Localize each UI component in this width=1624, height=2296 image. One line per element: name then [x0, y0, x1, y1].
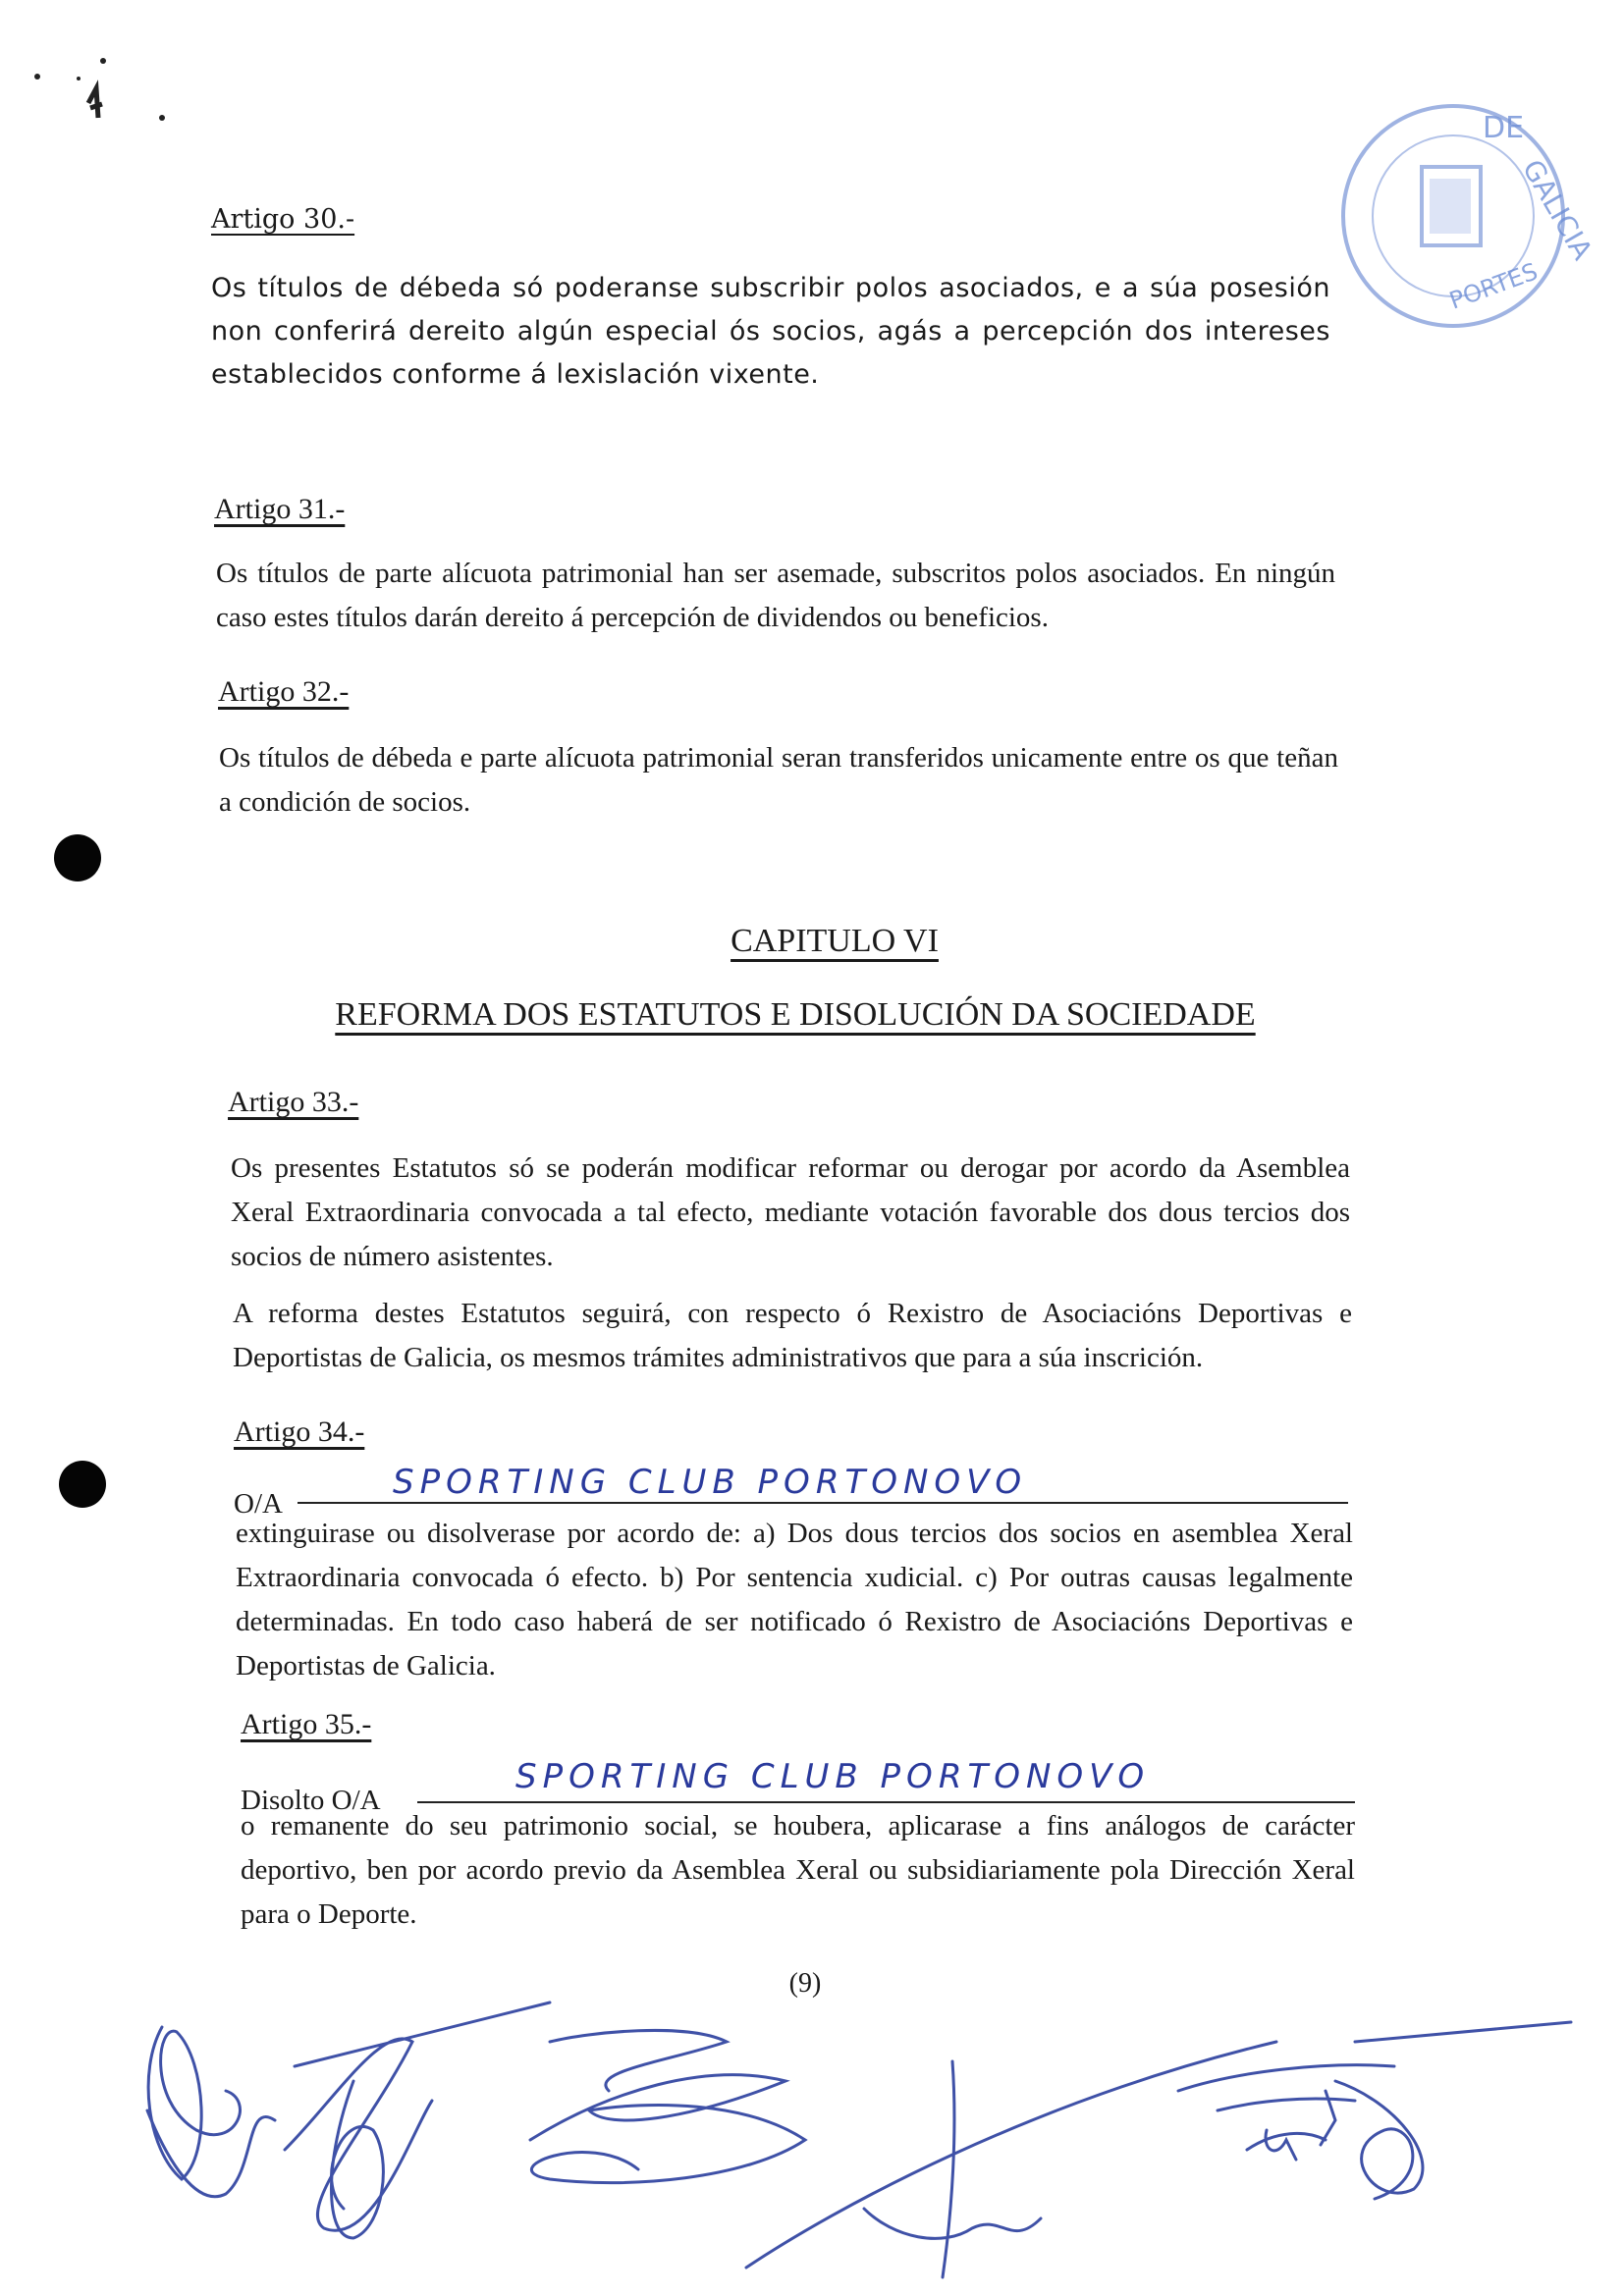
corner-specks: [20, 49, 157, 137]
article-30-heading: Artigo 30.-: [211, 204, 355, 235]
article-33-text-2: A reforma destes Estatutos seguirá, con respecto ó Rexistro de Asociacións Deportivas e Deportistas de Galicia, os mesmos trámites administrativos que para a súa inscrición.: [233, 1298, 1352, 1373]
svg-text:DE: DE: [1483, 111, 1525, 145]
article-33-heading: Artigo 33.-: [228, 1086, 359, 1118]
article-34-handwritten-name: SPORTING CLUB PORTONOVO: [393, 1463, 1028, 1502]
article-32-heading: Artigo 32.-: [218, 675, 350, 708]
article-35-text: o remanente do seu patrimonio social, se houbera, aplicarase a fins análogos de carácter deportivo, ben por acordo previo da Asemblea Xeral ou subsidiariamente pola Dirección Xeral para o Deporte.: [241, 1810, 1355, 1930]
article-34-prefix: O/A: [234, 1488, 283, 1520]
article-34-heading: Artigo 34.-: [234, 1415, 365, 1448]
article-33-text-1: Os presentes Estatutos só se poderán modificar reformar ou derogar por acordo da Asemblea Xeral Extraordinaria convocada a tal efecto, mediante votación favorable dos dous tercios dos socios de número asistentes.: [231, 1152, 1350, 1272]
punch-hole: [54, 834, 101, 881]
official-stamp: [1335, 98, 1599, 334]
svg-text:GALICIA: GALICIA: [1515, 154, 1599, 266]
svg-text:PORTES: PORTES: [1445, 257, 1542, 315]
article-30-text: Os títulos de débeda só poderanse subscribir polos asociados, e a súa posesión non conferirá dereito algún especial ós socios, agás a percepción dos intereses establecidos conforme á lexislación vixente.: [211, 273, 1330, 390]
article-35-handwritten-name: SPORTING CLUB PORTONOVO: [515, 1757, 1151, 1796]
article-34-text: extinguirase ou disolverase por acordo de: a) Dos dous tercios dos socios en asemblea Xeral Extraordinaria convocada ó efecto. b) Por sentencia xudicial. c) Por outras causas legalmente determinadas. En todo caso haberá de ser notificado ó Rexistro de Asociacións Deportivas e Deportistas de Galicia.: [236, 1518, 1353, 1682]
article-35-heading: Artigo 35.-: [241, 1708, 372, 1740]
article-31-heading: Artigo 31.-: [214, 493, 346, 525]
signatures: [0, 1983, 1624, 2296]
punch-hole: [59, 1461, 106, 1508]
article-31-text: Os títulos de parte alícuota patrimonial han ser asemade, subscritos polos asociados. En ningún caso estes títulos darán dereito á percepción de dividendos ou beneficios.: [216, 558, 1335, 633]
chapter-number: CAPITULO VI: [731, 923, 939, 959]
page-number: (9): [788, 1968, 822, 1999]
chapter-title: REFORMA DOS ESTATUTOS E DISOLUCIÓN DA SOCIEDADE: [335, 996, 1256, 1033]
article-32-text: Os títulos de débeda e parte alícuota patrimonial seran transferidos unicamente entre os que teñan a condición de socios.: [219, 742, 1338, 818]
article-35-prefix: Disolto O/A: [241, 1785, 381, 1816]
